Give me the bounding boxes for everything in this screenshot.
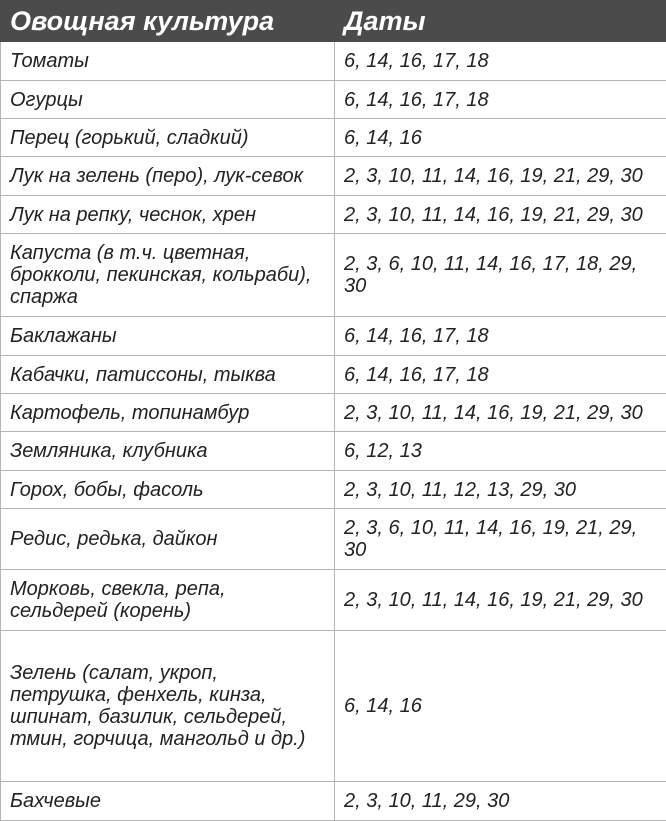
dates-cell: 2, 3, 10, 11, 14, 16, 19, 21, 29, 30 — [335, 570, 666, 631]
dates-cell: 6, 12, 13 — [335, 432, 666, 471]
crop-cell: Зелень (салат, укроп, петрушка, фенхель, кинза, шпинат, базилик, сельдерей, тмин, горчица, мангольд и др.) — [1, 631, 335, 782]
table-row — [1, 432, 666, 471]
crop-cell: Лук на репку, чеснок, хрен — [1, 196, 335, 234]
dates-cell: 6, 14, 16, 17, 18 — [335, 356, 666, 394]
dates-cell: 2, 3, 10, 11, 14, 16, 19, 21, 29, 30 — [335, 196, 666, 234]
crop-cell: Огурцы — [1, 81, 335, 119]
dates-cell: 6, 14, 16, 17, 18 — [335, 81, 666, 119]
dates-cell: 6, 14, 16, 17, 18 — [335, 317, 666, 356]
table-row — [1, 196, 666, 234]
crop-cell: Бахчевые — [1, 782, 335, 821]
table-row — [1, 394, 666, 432]
crop-cell: Перец (горький, сладкий) — [1, 119, 335, 157]
table-row — [1, 157, 666, 196]
table-row — [1, 234, 666, 317]
crop-cell: Кабачки, патиссоны, тыква — [1, 356, 335, 394]
table-row — [1, 317, 666, 356]
crop-cell: Земляника, клубника — [1, 432, 335, 471]
dates-cell: 2, 3, 6, 10, 11, 14, 16, 19, 21, 29, 30 — [335, 509, 666, 570]
table-row — [1, 631, 666, 782]
dates-cell: 6, 14, 16, 17, 18 — [335, 42, 666, 81]
table-row — [1, 509, 666, 570]
crop-cell: Капуста (в т.ч. цветная, брокколи, пекинская, кольраби), спаржа — [1, 234, 335, 317]
crop-cell: Баклажаны — [1, 317, 335, 356]
header-crop: Овощная культура — [1, 1, 335, 42]
header-dates: Даты — [335, 1, 666, 42]
dates-cell: 2, 3, 10, 11, 14, 16, 19, 21, 29, 30 — [335, 394, 666, 432]
crop-cell: Морковь, свекла, репа, сельдерей (корень) — [1, 570, 335, 631]
table-header — [1, 1, 666, 42]
crop-cell: Лук на зелень (перо), лук-севок — [1, 157, 335, 196]
table-row — [1, 81, 666, 119]
dates-cell: 2, 3, 10, 11, 12, 13, 29, 30 — [335, 471, 666, 509]
header-row — [1, 1, 666, 42]
dates-cell: 2, 3, 10, 11, 29, 30 — [335, 782, 666, 821]
table-row — [1, 42, 666, 81]
table-row — [1, 782, 666, 821]
crop-cell: Горох, бобы, фасоль — [1, 471, 335, 509]
crop-cell: Редис, редька, дайкон — [1, 509, 335, 570]
table-row — [1, 570, 666, 631]
dates-cell: 2, 3, 6, 10, 11, 14, 16, 17, 18, 29, 30 — [335, 234, 666, 317]
dates-cell: 6, 14, 16 — [335, 631, 666, 782]
dates-cell: 6, 14, 16 — [335, 119, 666, 157]
table-body — [1, 42, 666, 821]
table-row — [1, 471, 666, 509]
crop-cell: Картофель, топинамбур — [1, 394, 335, 432]
crop-cell: Томаты — [1, 42, 335, 81]
dates-cell: 2, 3, 10, 11, 14, 16, 19, 21, 29, 30 — [335, 157, 666, 196]
table-row — [1, 356, 666, 394]
table-row — [1, 119, 666, 157]
